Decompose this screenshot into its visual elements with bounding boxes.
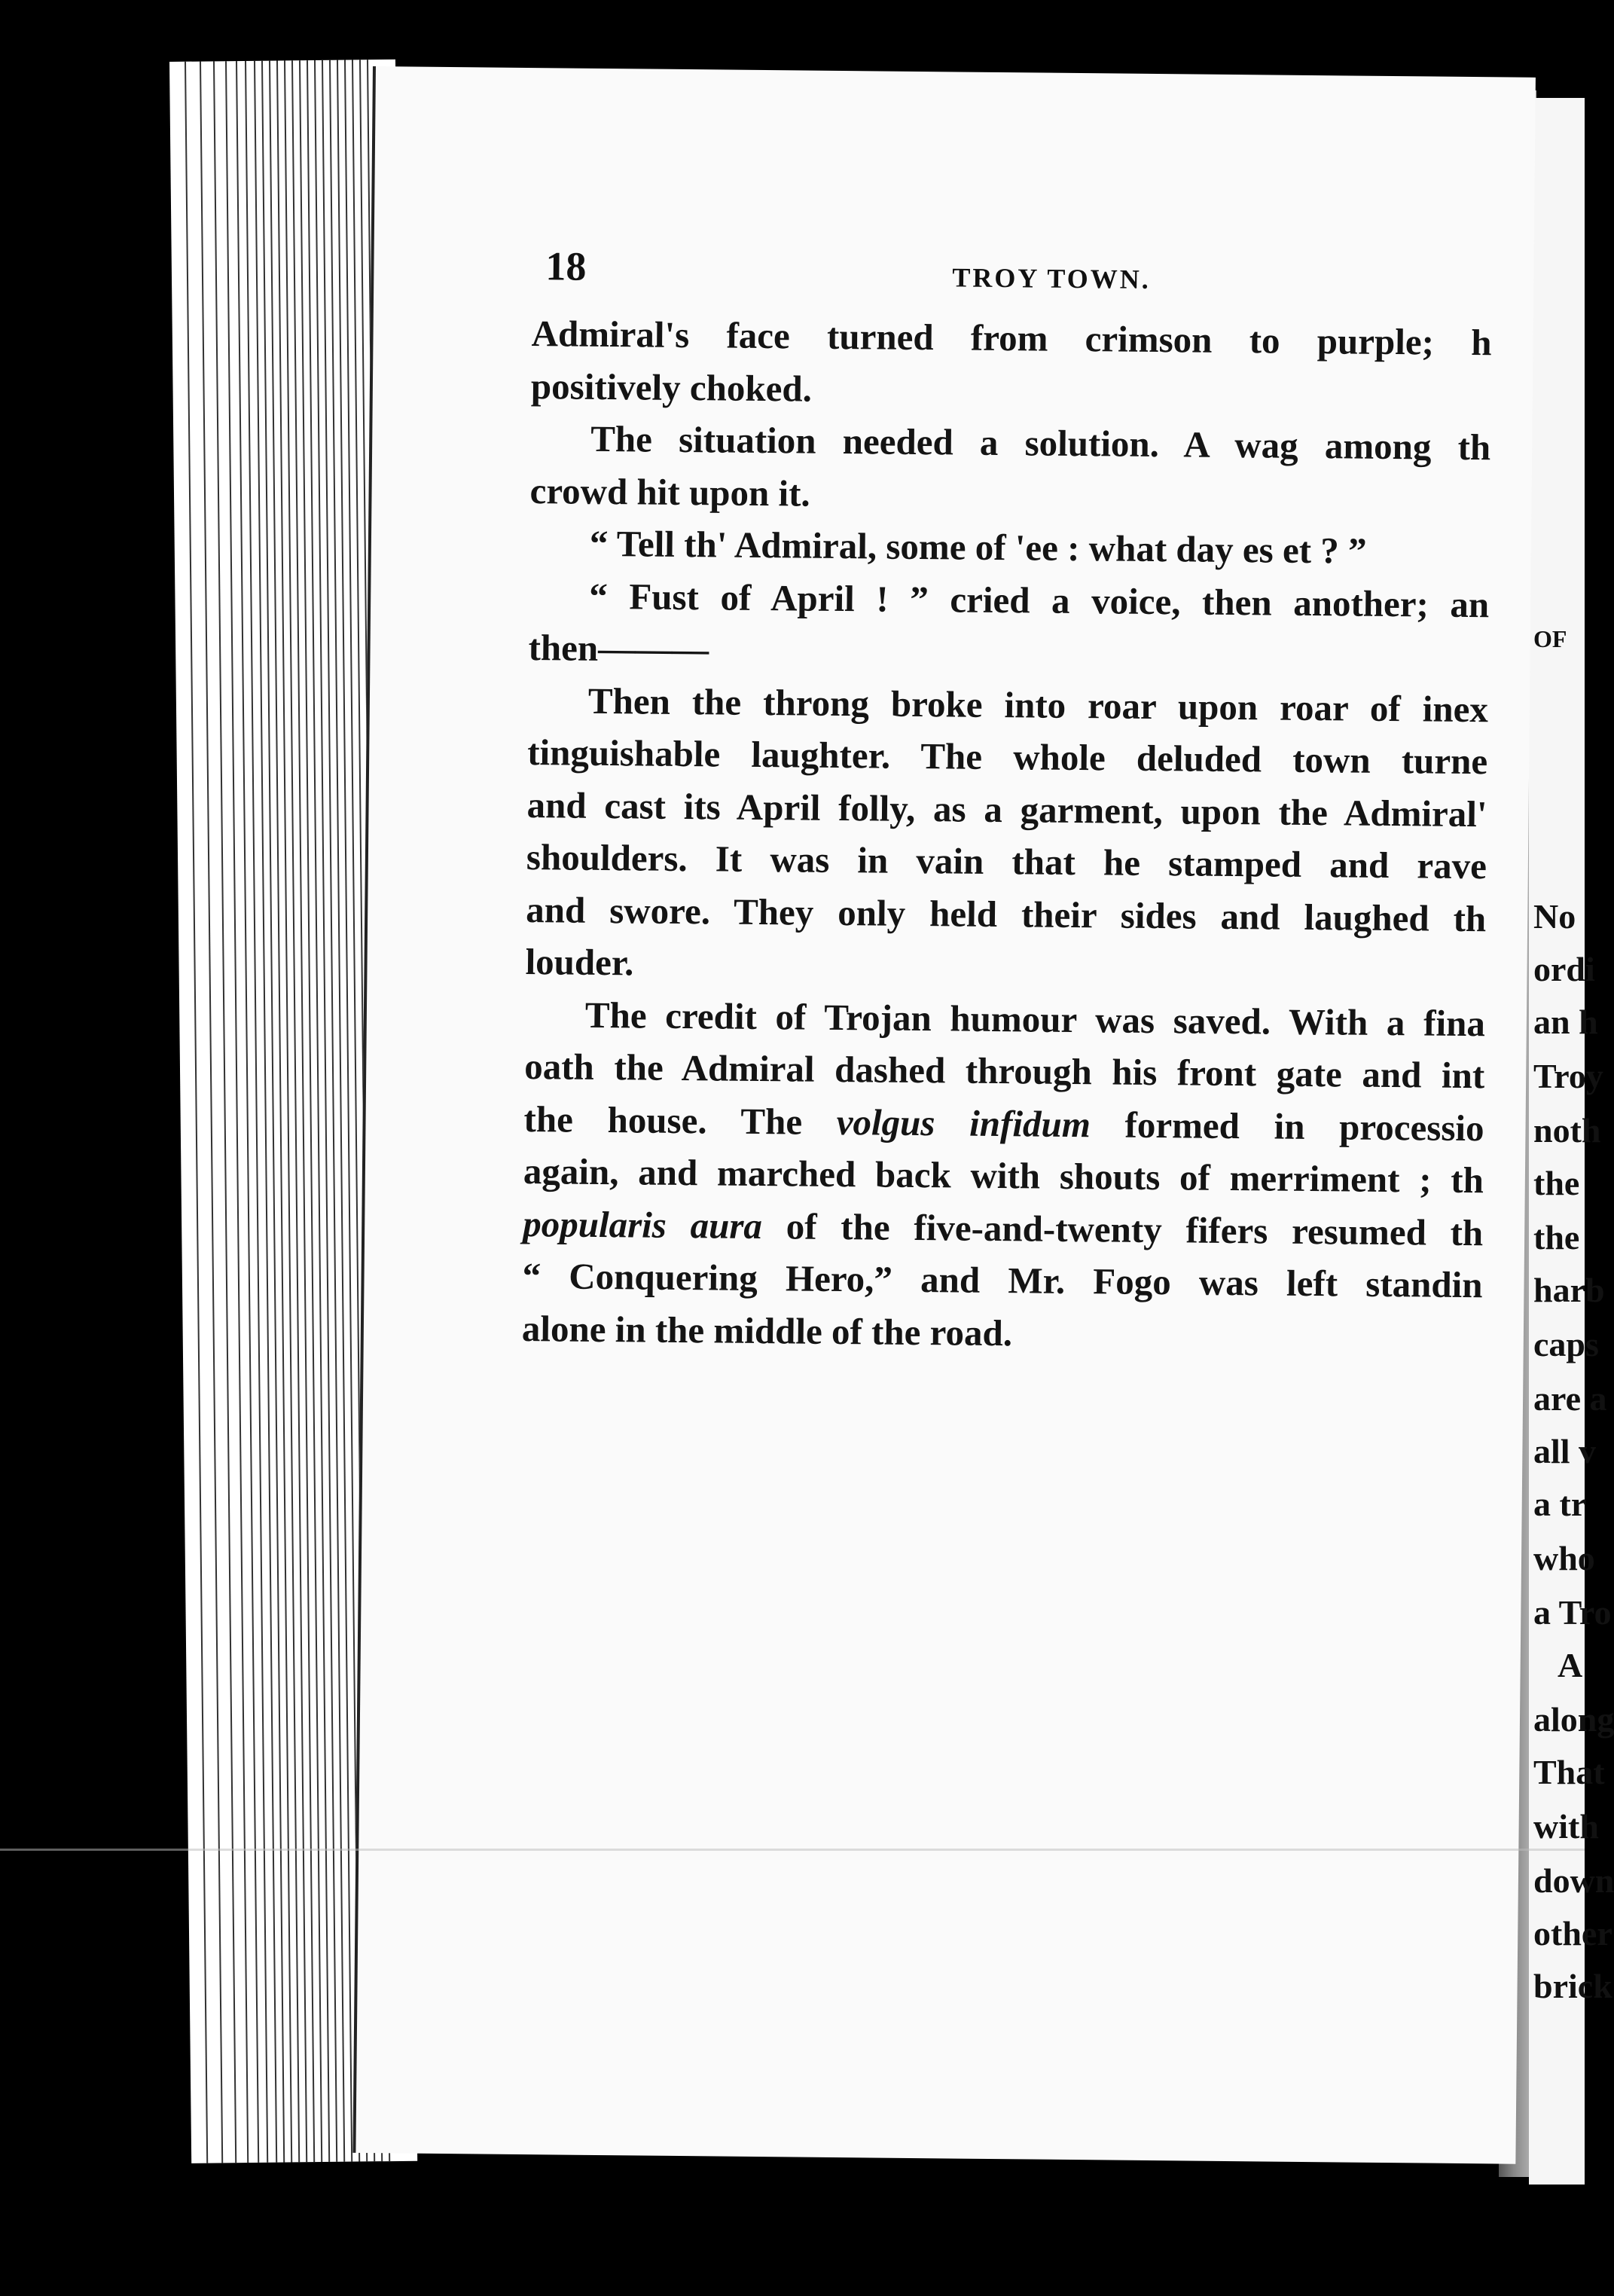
facing-page-fragment: who [1533, 1539, 1595, 1577]
text-line: “ Tell th' Admiral, some of 'ee : what day es et ? ” [589, 522, 1367, 572]
text-line: again, and marched back with shouts of merriment ; th [523, 1150, 1484, 1201]
text-line: Admiral's face turned from crimson to purple; h [531, 313, 1492, 364]
text-run: of the five-and-twenty fifers resumed th [761, 1204, 1484, 1253]
text-line: The credit of Trojan humour was saved. With a fina [584, 994, 1486, 1044]
text-line: and cast its April folly, as a garment, upon the Admiral' [526, 783, 1487, 835]
text-line [523, 1197, 1484, 1259]
facing-page-fragment: a tr [1533, 1485, 1587, 1523]
facing-page-fragment: That [1533, 1753, 1605, 1791]
facing-page-header: OF [1533, 625, 1567, 652]
facing-page-fragment: a Tro [1533, 1593, 1612, 1632]
facing-page-fragment: brick [1533, 1967, 1612, 2005]
facing-page-fragment: No [1533, 897, 1576, 936]
text-line: then——— [528, 627, 709, 670]
text-line: shoulders. It was in vain that he stamped and rave [526, 836, 1487, 887]
facing-page-fragment: along [1533, 1700, 1614, 1739]
text-line: “ Fust of April ! ” cried a voice, then another; an [589, 575, 1490, 625]
text-line: The situation needed a solution. A wag among th [590, 417, 1491, 469]
text-run: formed in processio [1090, 1103, 1484, 1149]
scan-artifact-line [0, 1849, 1585, 1851]
text-line: crowd hit upon it. [529, 469, 810, 514]
facing-page-fragment: are a [1533, 1379, 1607, 1418]
facing-page-fragment: an h [1533, 1003, 1598, 1041]
facing-page [1529, 98, 1614, 2185]
text-line: alone in the middle of the road. [521, 1307, 1013, 1354]
text-run: the house. The [523, 1098, 838, 1143]
text-line: tinguishable laughter. The whole deluded town turne [527, 731, 1488, 783]
text-line: louder. [525, 941, 634, 984]
facing-page-fragment: ordi [1533, 950, 1595, 988]
text-line: positively choked. [530, 365, 813, 410]
text-run: popularis aura [523, 1202, 763, 1247]
facing-page-fragment: noth [1533, 1111, 1601, 1150]
text-line: and swore. They only held their sides and laughed th [526, 888, 1487, 939]
facing-page-fragment: the [1533, 1218, 1580, 1256]
facing-page-fragment: other [1533, 1914, 1612, 1953]
facing-page-fragment: A [1558, 1646, 1583, 1684]
text-line: oath the Admiral dashed through his front gate and int [524, 1045, 1485, 1097]
facing-page-fragment: with [1533, 1807, 1599, 1846]
facing-page-fragment: down [1533, 1861, 1614, 1900]
facing-page-fragment: the [1533, 1164, 1580, 1202]
running-head: TROY TOWN. [952, 262, 1151, 295]
facing-page-fragment: harb [1533, 1271, 1605, 1309]
facing-page-fragment: caps [1533, 1325, 1599, 1363]
page-number: 18 [545, 243, 587, 289]
facing-page-fragment: Troy [1533, 1057, 1603, 1095]
text-line [523, 1092, 1484, 1154]
text-line: “ Conquering Hero,” and Mr. Fogo was left standin [522, 1254, 1483, 1306]
page-header [545, 243, 1474, 312]
text-line: Then the throng broke into roar upon roar of inex [587, 679, 1489, 730]
body-text [522, 307, 1492, 1363]
text-run: volgus infidum [836, 1101, 1091, 1145]
facing-page-fragment: all v [1533, 1432, 1597, 1470]
